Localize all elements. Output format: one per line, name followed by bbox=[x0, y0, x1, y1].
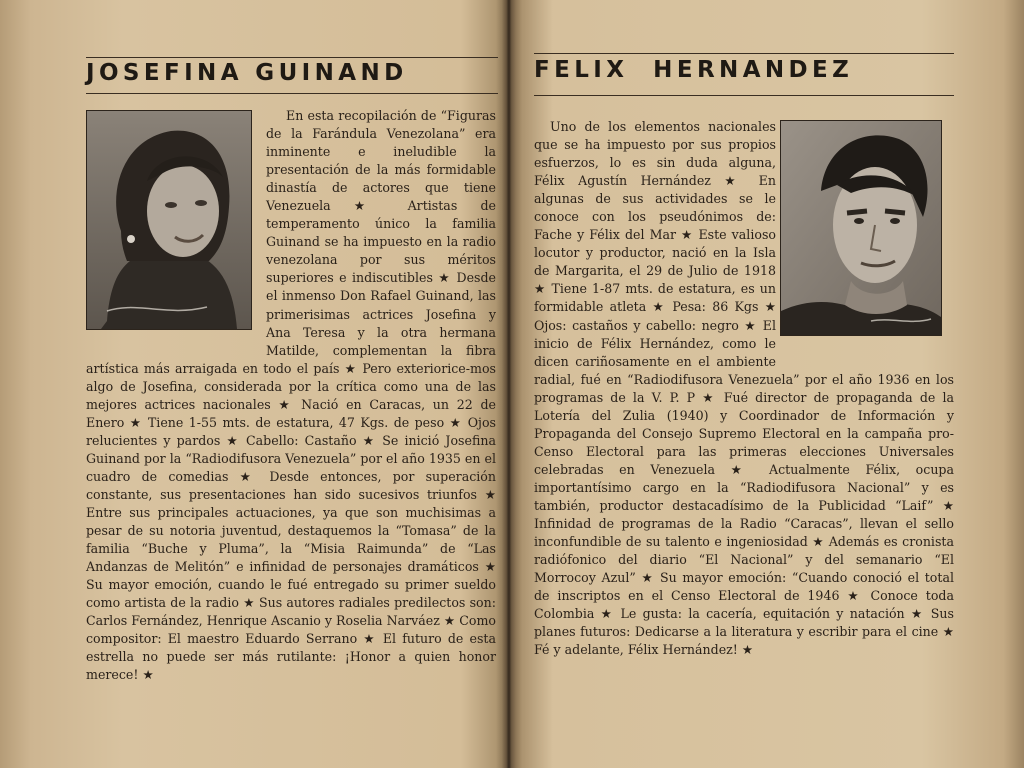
right-page bbox=[512, 0, 1024, 768]
photo-float-spacer bbox=[776, 118, 954, 354]
article-text: Uno de los elementos nacionales que se ha impuesto por sus propios esfuerzos, lo es sin duda alguna, Félix Agustín Hernández ★ En algunas de sus actividades se le conoce con los pseudónimos de: Fache y Félix del Mar ★ Este valioso locutor y productor, nació en la Isla de Margarita, el 29 de Julio de 1918 ★ Tiene 1-87 mts. de estatura, es un formidable atleta ★ Pesa: 86 Kgs ★ Ojos: castaños y cabello: negro ★ El inicio de Félix Hernández, como le dicen cariñosamente en el ambiente radial, fué en “Radiodifusora Venezuela” por el año 1936 en los programas de la V. P. P ★ Fué director de propaganda de la Lotería del Zulia (1940) y Coordinador de Información y Propaganda del Consejo Supremo Electoral en la campaña pro-Censo Electoral para las primeras elecciones Universales celebradas en Venezuela ★ Actualmente Félix, ocupa importantísimo cargo en la “Radiodifusora Nacional” y es también, productor destacadísimo de la Publicidad “Laif” ★ Infinidad de programas de la Radio “Caracas”, llevan el sello inconfundible de su talento e ingeniosidad ★ Además es cronista radiófonico del diario “El Nacional” y del semanario “El Morrocoy Azul” ★ Su mayor emoción: “Cuando conoció el total de inscriptos en el Censo Electoral de 1946 ★ Conoce toda Colombia ★ Le gusta: la cacería, equitación y natación ★ Sus planes futuros: Dedicarse a la literatura y escribir para el cine ★ Fé y adelante, Félix Hernández! ★ bbox=[534, 119, 954, 658]
article-body bbox=[86, 107, 496, 685]
article-text: En esta recopilación de “Figuras de la Farándula Venezolana” era inminente e ineludible la presentación de la más formidable dinastía de actores que tiene Venezuela ★ Artistas de temperamento único la familia Guinand se ha impuesto en la radio venezolana por sus méritos superiores e indiscutibles ★ Desde el inmenso Don Rafael Guinand, las primerisimas actrices Josefina y Ana Teresa y la otra hermana Matilde, complementan la fibra artística más arraigada en todo el país ★ Pero exteriorice-mos algo de Josefina, considerada por la crítica como una de las mejores actrices nacionales ★ Nació en Caracas, un 22 de Enero ★ Tiene 1-55 mts. de estatura, 47 Kgs. de peso ★ Ojos relucientes y pardos ★ Cabello: Castaño ★ Se inició Josefina Guinand por la “Radiodifusora Venezuela” por el año 1935 en el cuadro de comedias ★ Desde entonces, por superación constante, sus presentaciones han sido sucesivos triunfos ★ Entre sus principales actuaciones, ya que son muchisimas a pesar de su notoria juventud, destaquemos la “Tomasa” de la familia “Buche y Pluma”, la “Misia Raimunda” de “Las Andanzas de Melitón” e infinidad de personajes dramáticos ★ Su mayor emoción, cuando le fué entregado su primer sueldo como artista de la radio ★ Sus autores radiales predilectos son: Carlos Fernández, Henrique Ascanio y Roselia Narváez ★ Como compositor: El maestro Eduardo Serrano ★ El futuro de esta estrella no puede ser más rutilante: ¡Honor a quien honor merece! ★ bbox=[86, 108, 496, 683]
top-rule bbox=[534, 53, 954, 54]
top-rule bbox=[86, 57, 498, 58]
bottom-rule bbox=[534, 95, 954, 96]
article-body bbox=[534, 118, 954, 659]
left-page bbox=[0, 0, 506, 768]
page-title: FELIX HERNANDEZ bbox=[534, 57, 854, 83]
bottom-rule bbox=[86, 93, 498, 94]
page-title: JOSEFINA GUINAND bbox=[86, 60, 408, 86]
book-spine bbox=[496, 0, 522, 768]
photo-float-spacer bbox=[86, 107, 266, 345]
